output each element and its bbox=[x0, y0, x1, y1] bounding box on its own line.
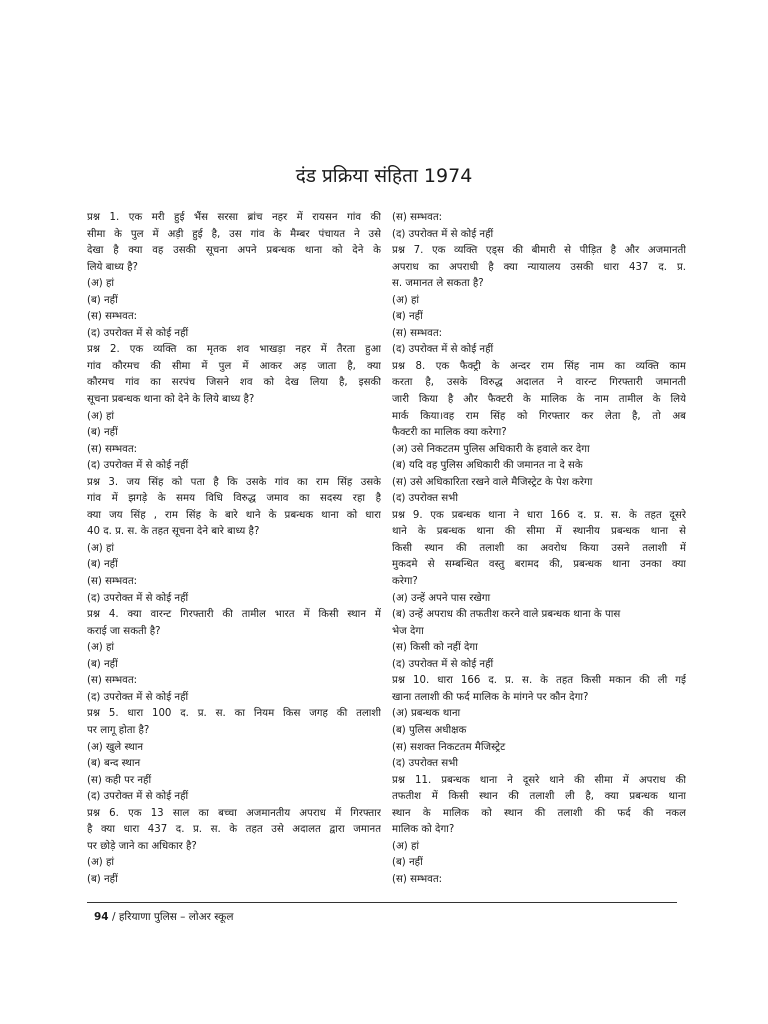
question-text-line: करता है, उसके विरुद्ध अदालत ने वारन्ट गिरफ्तारी जमानती bbox=[392, 377, 686, 389]
question-text-line: स. जमानत ले सकता है? bbox=[392, 278, 484, 290]
answer-option: (द) उपरोक्त में से कोई नहीं bbox=[87, 327, 189, 339]
answer-option: (अ) हां bbox=[87, 857, 115, 869]
answer-option: (स) सशक्त निकटतम मैजिस्ट्रेट bbox=[392, 741, 506, 753]
page-footer bbox=[94, 909, 234, 925]
answer-option: (ब) नहीं bbox=[87, 559, 118, 571]
answer-option: (ब) नहीं bbox=[87, 658, 118, 670]
answer-option: (अ) प्रबन्धक थाना bbox=[392, 708, 461, 720]
question-text-line: लिये बाध्य है? bbox=[87, 261, 138, 273]
question-text-line: गांव कौरमच की सीमा में पुल में आकर अड़ जाता है, क्या bbox=[87, 360, 381, 372]
question-text-line: पर लागू होता है? bbox=[87, 724, 150, 736]
answer-option: (स) उसे अधिकारिता रखने वाले मैजिस्ट्रेट के पेश करेगा bbox=[392, 476, 593, 488]
question-text-line: सीमा के पुल में अड़ी हुई है, उस गांव के मैम्बर पंचायत ने उसे bbox=[87, 228, 381, 240]
answer-option: (अ) उसे निकटतम पुलिस अधिकारी के हवाले कर देगा bbox=[392, 443, 590, 455]
answer-option: (ब) नहीं bbox=[87, 873, 118, 885]
answer-option: (स) सम्भवत: bbox=[87, 311, 138, 323]
answer-option: (अ) हां bbox=[392, 294, 420, 306]
answer-option: (स) सम्भवत: bbox=[392, 327, 443, 339]
question-text-line: किसी स्थान की तलाशी का अवरोध किया उसने तलाशी में bbox=[392, 542, 686, 554]
question-text-line: फैक्टरी का मालिक क्या करेगा? bbox=[392, 427, 507, 439]
question-text-line: प्रश्न 5. धारा 100 द. प्र. स. का नियम किस जगह की तलाशी bbox=[87, 708, 381, 720]
question-text-line: मार्क किया।वह राम सिंह को गिरफ्तार कर लेता है, तो अब bbox=[392, 410, 686, 422]
answer-option: (अ) हां bbox=[87, 642, 115, 654]
running-title: हरियाणा पुलिस – लोअर स्कूल bbox=[118, 911, 234, 923]
question-text-line: तफतीश में किसी स्थान की तलाशी ली है, क्या प्रबन्धक थाना bbox=[392, 791, 686, 803]
answer-option: (स) सम्भवत: bbox=[87, 675, 138, 687]
question-text-line: खाना तलाशी की फर्द मालिक के मांगने पर कौन देगा? bbox=[392, 691, 589, 703]
answer-option: (द) उपरोक्त में से कोई नहीं bbox=[87, 460, 189, 472]
answer-option: (द) उपरोक्त में से कोई नहीं bbox=[392, 344, 494, 356]
question-text-line: देखा है क्या वह उसकी सूचना अपने प्रबन्धक थाना को देने के bbox=[87, 245, 381, 257]
answer-option: (द) उपरोक्त में से कोई नहीं bbox=[87, 592, 189, 604]
question-text-line: प्रश्न 3. जय सिंह को पता है कि उसके गांव का राम सिंह उसके bbox=[87, 476, 381, 488]
question-text-line: कराई जा सकती है? bbox=[87, 625, 161, 637]
question-text-line: थाने के प्रबन्धक थाना की सीमा में स्थानीय प्रबन्धक थाना से bbox=[392, 526, 686, 538]
question-text-line: प्रश्न 9. एक प्रबन्धक थाना ने धारा 166 द. प्र. स. के तहत दूसरे bbox=[392, 509, 686, 521]
question-text-line: 40 द. प्र. स. के तहत सूचना देने बारे बाध्य है? bbox=[87, 526, 260, 538]
question-text-line: करेगा? bbox=[392, 576, 418, 588]
question-text-line: मालिक को देगा? bbox=[392, 824, 455, 836]
answer-option: (स) किसी को नहीं देगा bbox=[392, 642, 478, 654]
answer-option: (अ) हां bbox=[87, 410, 115, 422]
answer-option: (द) उपरोक्त में से कोई नहीं bbox=[392, 228, 494, 240]
question-text-line: प्रश्न 2. एक व्यक्ति का मृतक शव भाखड़ा नहर में तैरता हुआ bbox=[87, 344, 381, 356]
answer-option: (ब) यदि वह पुलिस अधिकारी की जमानत ना दे सके bbox=[392, 460, 583, 472]
question-text-line: प्रश्न 7. एक व्यक्ति एड्स की बीमारी से पीड़ित है और अजमानती bbox=[392, 245, 686, 257]
answer-option: (ब) नहीं bbox=[392, 857, 423, 869]
answer-option: (अ) खुले स्थान bbox=[87, 741, 144, 753]
page-number: 94 bbox=[94, 911, 109, 923]
question-text-line: कौरमच गांव का सरपंच जिसने शव को देख लिया है, इसकी bbox=[87, 377, 381, 389]
answer-option: (ब) नहीं bbox=[392, 311, 423, 323]
answer-option: (द) उपरोक्त सभी bbox=[392, 758, 458, 770]
question-text-line: मुकदमे से सम्बन्धित वस्तु बरामद की, प्रबन्धक थाना उनका क्या bbox=[392, 559, 686, 571]
footer-separator: / bbox=[111, 911, 116, 923]
answer-option: (द) उपरोक्त में से कोई नहीं bbox=[87, 691, 189, 703]
answer-option: (ब) नहीं bbox=[87, 294, 118, 306]
answer-option: (द) उपरोक्त सभी bbox=[392, 493, 458, 505]
question-text-line: क्या जय सिंह , राम सिंह के बारे थाने के प्रबन्धक थाना को धारा bbox=[87, 509, 381, 521]
question-text-line: पर छोड़े जाने का अधिकार है? bbox=[87, 840, 197, 852]
answer-option: (द) उपरोक्त में से कोई नहीं bbox=[392, 658, 494, 670]
question-text-line: जारी किया है और फैक्टरी के मालिक के नाम तामील के लिये bbox=[392, 394, 686, 406]
question-text-line: भेज देगा bbox=[392, 625, 424, 637]
answer-option: (अ) हां bbox=[392, 840, 420, 852]
left-column bbox=[87, 210, 381, 888]
question-text-line: प्रश्न 8. एक फैक्ट्री के अन्दर राम सिंह नाम का व्यक्ति काम bbox=[392, 360, 686, 372]
question-text-line: गांव में झगड़े के समय विधि विरुद्ध जमाव का सदस्य रहा है bbox=[87, 493, 381, 505]
question-text-line: है क्या धारा 437 द. प्र. स. के तहत उसे अदालत द्वारा जमानत bbox=[87, 824, 381, 836]
answer-option: (अ) उन्हें अपने पास रखेगा bbox=[392, 592, 491, 604]
answer-option: (स) सम्भवत: bbox=[87, 443, 138, 455]
question-text-line: प्रश्न 1. एक मरी हुई भैंस सरसा ब्रांच नहर में रायसन गांव की bbox=[87, 212, 381, 223]
answer-option: (स) कही पर नहीं bbox=[87, 774, 152, 786]
question-text-line: अपराध का अपराधी है क्या न्यायालय उसकी धारा 437 द. प्र. bbox=[392, 261, 686, 273]
question-text-line: सूचना प्रबन्धक थाना को देने के लिये बाध्य है? bbox=[87, 394, 255, 406]
question-text-line: प्रश्न 10. धारा 166 द. प्र. स. के तहत किसी मकान की ली गई bbox=[392, 675, 686, 687]
answer-option: (ब) पुलिस अधीक्षक bbox=[392, 724, 467, 736]
question-text-line: प्रश्न 6. एक 13 साल का बच्चा अजमानतीय अपराध में गिरफ्तार bbox=[87, 807, 381, 819]
answer-option: (स) सम्भवत: bbox=[87, 576, 138, 588]
answer-option: (द) उपरोक्त में से कोई नहीं bbox=[87, 791, 189, 803]
answer-option: (ब) उन्हें अपराध की तफतीश करने वाले प्रबन्धक थाना के पास bbox=[392, 609, 621, 621]
page-title: दंड प्रक्रिया संहिता 1974 bbox=[295, 165, 473, 187]
answer-option: (अ) हां bbox=[87, 278, 115, 290]
question-text-line: स्थान के मालिक को स्थान की तलाशी की फर्द की नकल bbox=[392, 807, 686, 819]
answer-option: (स) सम्भवत: bbox=[392, 212, 443, 223]
answer-option: (अ) हां bbox=[87, 542, 115, 554]
footer-divider bbox=[87, 902, 677, 903]
question-text-line: प्रश्न 11. प्रबन्धक थाना ने दूसरे थाने की सीमा में अपराध की bbox=[392, 774, 686, 786]
answer-option: (ब) नहीं bbox=[87, 427, 118, 439]
answer-option: (स) सम्भवत: bbox=[392, 873, 443, 885]
right-column bbox=[392, 210, 686, 888]
answer-option: (ब) बन्द स्थान bbox=[87, 758, 141, 770]
question-text-line: प्रश्न 4. क्या वारन्ट गिरफ्तारी की तामील भारत में किसी स्थान में bbox=[87, 609, 381, 621]
